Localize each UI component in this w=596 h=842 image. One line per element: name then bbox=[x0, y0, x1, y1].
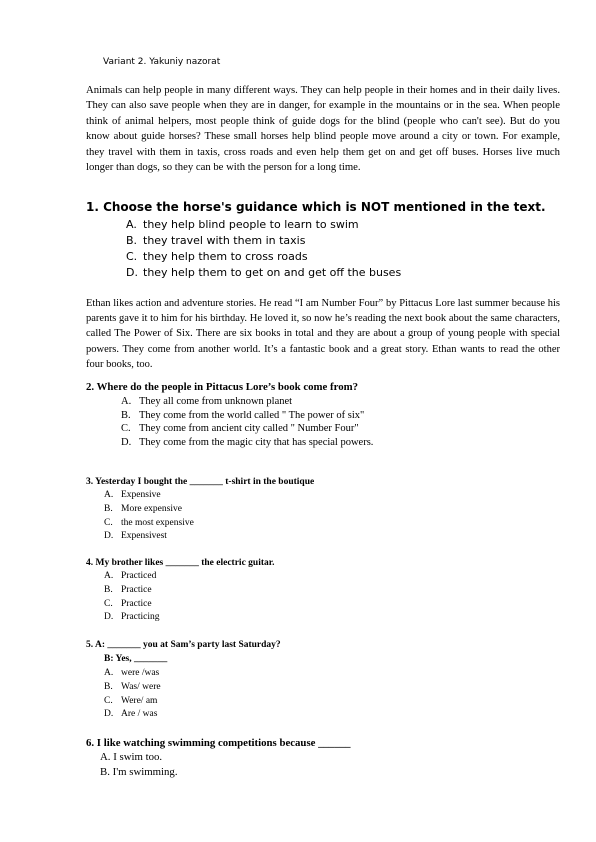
option-letter: D. bbox=[126, 266, 138, 279]
option-b bbox=[104, 681, 161, 695]
option-c bbox=[121, 422, 373, 436]
option-letter: C. bbox=[126, 250, 138, 263]
option-text: the most expensive bbox=[121, 517, 194, 528]
option-text: Are / was bbox=[121, 709, 158, 720]
question-5-answer-prompt: B: Yes, _______ bbox=[104, 654, 168, 664]
option-text: More expensive bbox=[121, 503, 182, 514]
option-d bbox=[104, 530, 194, 544]
option-a: A. I swim too. bbox=[100, 751, 163, 763]
option-letter: D. bbox=[104, 709, 114, 720]
option-text: Practice bbox=[121, 598, 152, 609]
option-b bbox=[104, 584, 160, 598]
question-2: 2. Where do the people in Pittacus Lore’s book come from? bbox=[86, 381, 359, 393]
option-a bbox=[104, 489, 194, 503]
question-5-options bbox=[104, 667, 161, 722]
option-letter: C. bbox=[104, 695, 113, 706]
option-letter: B. bbox=[126, 234, 138, 247]
option-text: Practiced bbox=[121, 571, 157, 581]
option-letter: C. bbox=[104, 517, 113, 528]
question-3-options bbox=[104, 489, 194, 544]
option-text: They come from ancient city called " Number Four" bbox=[139, 423, 359, 435]
question-6-options bbox=[100, 750, 178, 781]
question-4: 4. My brother likes _______ the electric guitar. bbox=[86, 558, 275, 568]
option-text: Practicing bbox=[121, 612, 160, 623]
option-text: Expensivest bbox=[121, 531, 167, 542]
option-a bbox=[104, 667, 161, 681]
option-text: Was/ were bbox=[121, 681, 161, 692]
option-d bbox=[121, 436, 373, 450]
option-b: B. I'm swimming. bbox=[100, 766, 178, 779]
option-letter: D. bbox=[104, 612, 114, 623]
option-text: They come from the world called " The power of six" bbox=[139, 409, 365, 421]
option-letter: A. bbox=[104, 668, 114, 678]
option-a bbox=[104, 570, 160, 584]
option-c bbox=[126, 249, 401, 265]
option-letter: A. bbox=[104, 490, 114, 500]
question-1: 1. Choose the horse's guidance which is NOT mentioned in the text. bbox=[86, 200, 546, 214]
option-letter: C. bbox=[121, 423, 131, 435]
option-letter: A. bbox=[121, 396, 132, 407]
option-a bbox=[126, 217, 401, 233]
option-a bbox=[121, 395, 373, 409]
option-d bbox=[126, 265, 401, 281]
reading-passage-2: Ethan likes action and adventure stories. He read “I am Number Four” by Pittacus Lore last summer because his parents gave it to him for his birthday. He loved it, so now he’s reading the next book about the same characters, called The Power of Six. There are six books in total and they are about a group of young people with special powers. They come from another world. It’s a fantastic book and a great story. Ethan wants to read the other four books, too. bbox=[86, 298, 560, 370]
option-letter: B. bbox=[104, 584, 113, 595]
question-4-options bbox=[104, 570, 160, 625]
option-letter: B. bbox=[104, 681, 113, 692]
option-b bbox=[126, 233, 401, 249]
option-text: Expensive bbox=[121, 490, 161, 500]
option-text: they travel with them in taxis bbox=[143, 234, 306, 247]
question-6: 6. I like watching swimming competitions because ______ bbox=[86, 737, 351, 749]
question-1-options bbox=[126, 217, 401, 281]
option-letter: D. bbox=[121, 436, 132, 448]
option-letter: A. bbox=[126, 218, 137, 231]
option-text: Practice bbox=[121, 584, 152, 595]
question-3: 3. Yesterday I bought the _______ t-shirt in the boutique bbox=[86, 477, 315, 487]
option-text: Were/ am bbox=[121, 695, 158, 706]
option-b bbox=[104, 503, 194, 517]
option-c bbox=[104, 517, 194, 531]
option-d bbox=[104, 708, 161, 722]
option-text: they help them to get on and get off the buses bbox=[143, 266, 402, 279]
reading-passage-1: Animals can help people in many different ways. They can help people in their homes and in their daily lives. They can also save people when they are in danger, for example in the mountains or in the sea. When people think of animal helpers, most people think of guide dogs for the blind (people who can't see). But do you know about guide horses? These small horses help blind people move around a city or town. For example, they travel with them in taxis, cross roads and even help them get on and get off buses. Horses live much longer than dogs, so they can be with the person for a long time. bbox=[86, 84, 560, 174]
option-c bbox=[104, 598, 160, 612]
option-text: they help blind people to learn to swim bbox=[143, 218, 359, 231]
option-text: were /was bbox=[121, 668, 160, 678]
option-text: They all come from unknown planet bbox=[139, 396, 293, 407]
option-c bbox=[104, 695, 161, 709]
option-letter: B. bbox=[104, 503, 113, 514]
option-d bbox=[104, 611, 160, 625]
option-text: They come from the magic city that has special powers. bbox=[139, 436, 374, 448]
option-letter: B. bbox=[121, 409, 131, 421]
question-2-options bbox=[121, 395, 373, 449]
option-text: they help them to cross roads bbox=[143, 250, 308, 263]
question-5: 5. A: _______ you at Sam’s party last Saturday? bbox=[86, 640, 281, 650]
option-letter: A. bbox=[104, 571, 114, 581]
page-header: Variant 2. Yakuniy nazorat bbox=[103, 57, 221, 67]
option-letter: C. bbox=[104, 598, 113, 609]
option-b bbox=[121, 409, 373, 423]
option-letter: D. bbox=[104, 531, 114, 542]
